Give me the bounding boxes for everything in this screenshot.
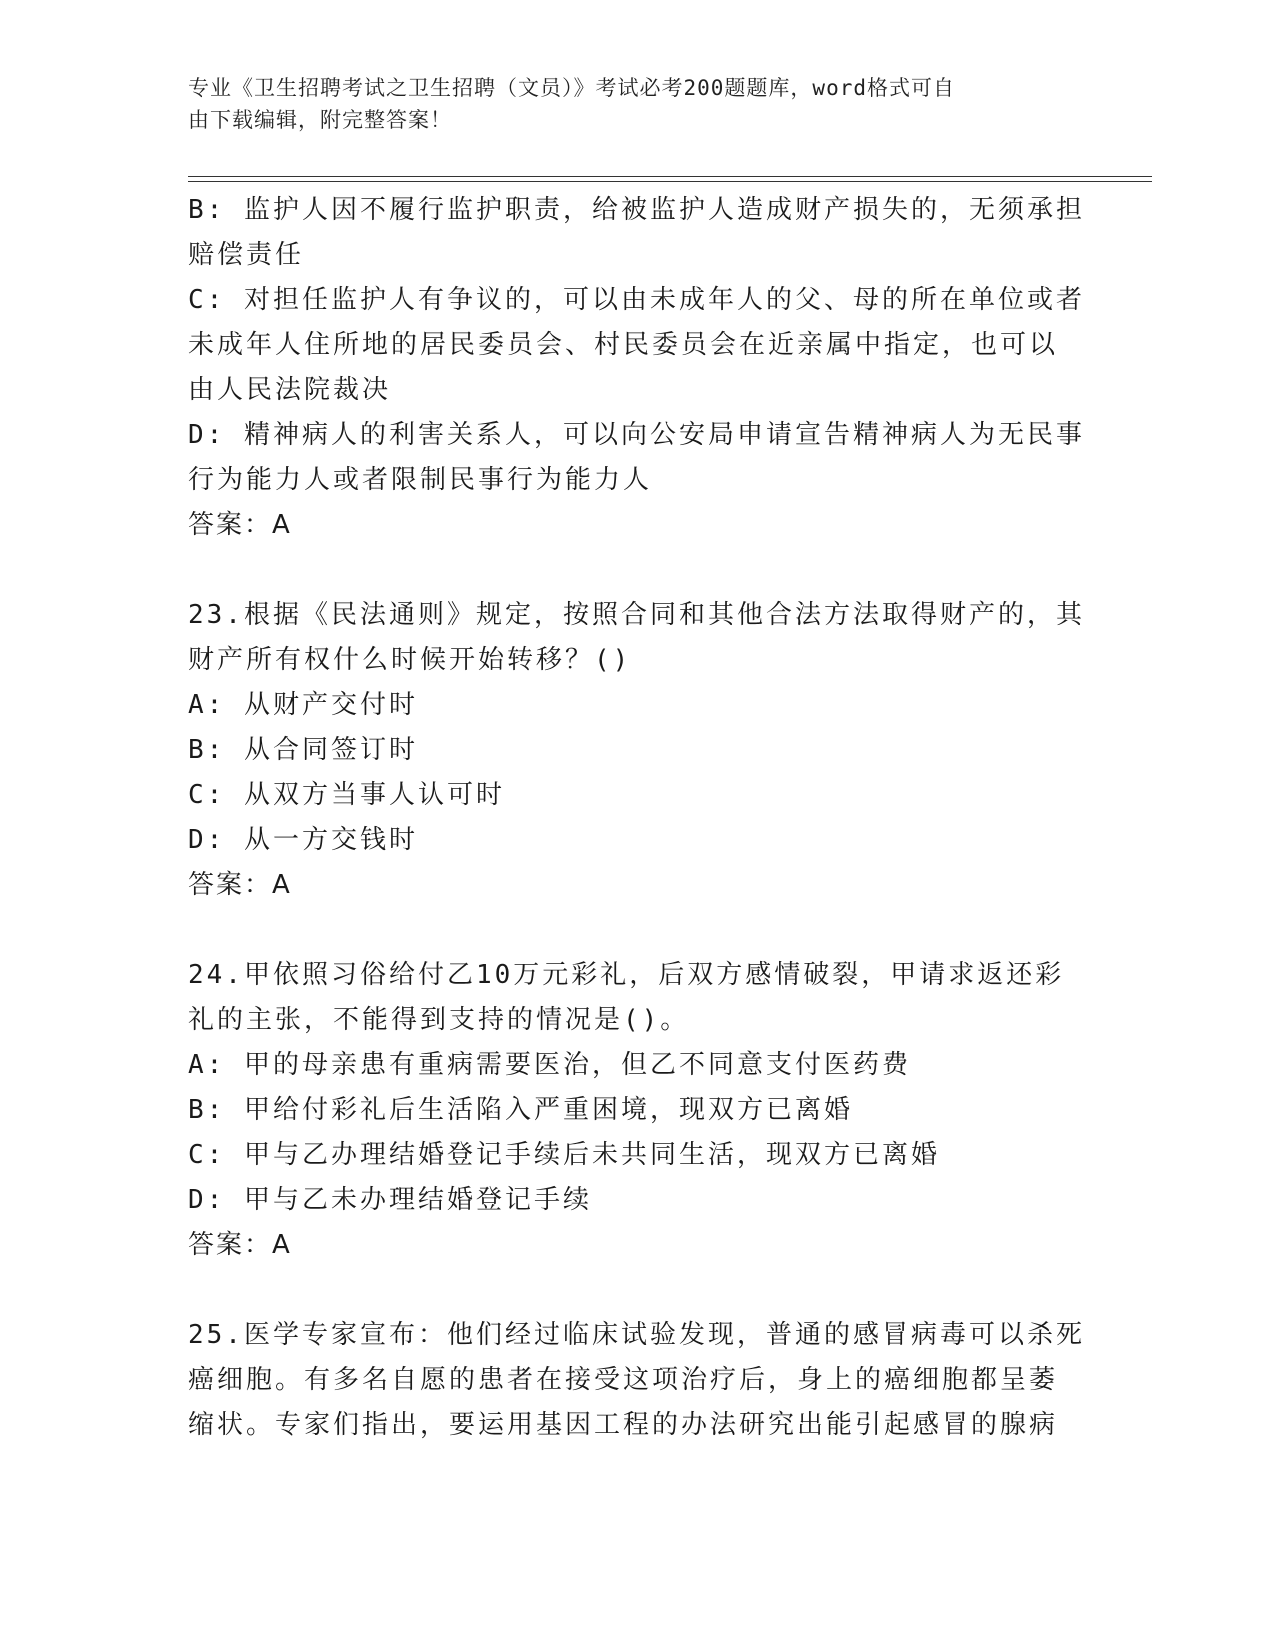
answer-label: 答案：A (188, 1230, 292, 1260)
option-line: 由人民法院裁决 (188, 375, 392, 405)
page-header (188, 72, 1068, 136)
header-line: 由下载编辑，附完整答案！ (188, 108, 452, 132)
question-stem: 礼的主张，不能得到支持的情况是()。 (188, 1005, 690, 1035)
option-line: B: 监护人因不履行监护职责，给被监护人造成财产损失的，无须承担 (188, 195, 1085, 225)
question-stem: 缩状。专家们指出，要运用基因工程的办法研究出能引起感冒的腺病 (188, 1410, 1059, 1440)
header-divider (188, 181, 1152, 182)
answer-label: 答案：A (188, 870, 292, 900)
question-stem: 癌细胞。有多名自愿的患者在接受这项治疗后，身上的癌细胞都呈萎 (188, 1365, 1059, 1395)
option-d: D: 从一方交钱时 (188, 825, 418, 855)
option-c: C: 从双方当事人认可时 (188, 780, 505, 810)
option-line: 行为能力人或者限制民事行为能力人 (188, 465, 653, 495)
question-stem: 23.根据《民法通则》规定，按照合同和其他合法方法取得财产的，其 (188, 600, 1085, 630)
question-25 (188, 1313, 1088, 1448)
option-line: 赔偿责任 (188, 240, 305, 270)
question-stem: 财产所有权什么时候开始转移？() (188, 645, 632, 675)
option-b: B: 甲给付彩礼后生活陷入严重困境，现双方已离婚 (188, 1095, 853, 1125)
question-22-continued (188, 188, 1088, 548)
option-a: A: 从财产交付时 (188, 690, 418, 720)
answer-label: 答案：A (188, 510, 292, 540)
option-d: D: 甲与乙未办理结婚登记手续 (188, 1185, 592, 1215)
question-24 (188, 953, 1088, 1268)
option-line: C: 对担任监护人有争议的，可以由未成年人的父、母的所在单位或者 (188, 285, 1085, 315)
document-body (188, 188, 1088, 1448)
question-stem: 24.甲依照习俗给付乙10万元彩礼，后双方感情破裂，甲请求返还彩 (188, 960, 1065, 990)
header-line: 专业《卫生招聘考试之卫生招聘（文员）》考试必考200题题库，word格式可自 (188, 76, 955, 100)
option-c: C: 甲与乙办理结婚登记手续后未共同生活，现双方已离婚 (188, 1140, 940, 1170)
header-divider (188, 176, 1152, 177)
option-line: D: 精神病人的利害关系人，可以向公安局申请宣告精神病人为无民事 (188, 420, 1085, 450)
option-line: 未成年人住所地的居民委员会、村民委员会在近亲属中指定，也可以 (188, 330, 1059, 360)
question-stem: 25.医学专家宣布：他们经过临床试验发现，普通的感冒病毒可以杀死 (188, 1320, 1085, 1350)
option-b: B: 从合同签订时 (188, 735, 418, 765)
option-a: A: 甲的母亲患有重病需要医治，但乙不同意支付医药费 (188, 1050, 911, 1080)
question-23 (188, 593, 1088, 908)
